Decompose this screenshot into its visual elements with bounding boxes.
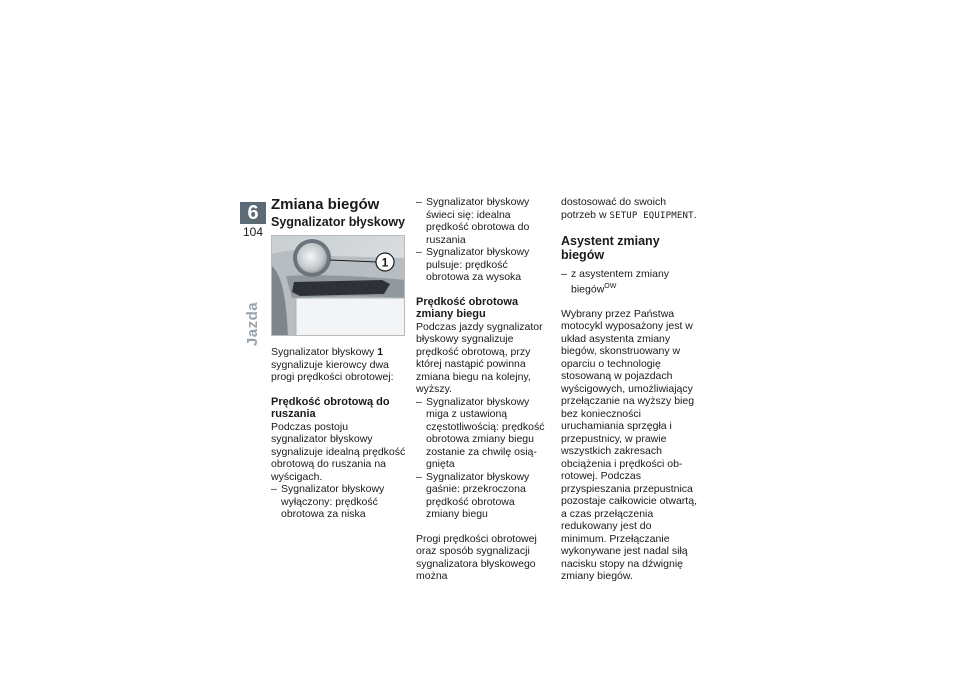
equipment-note-list — [561, 268, 698, 296]
column-1 — [271, 196, 406, 521]
shift-light-lamp — [297, 243, 327, 273]
figure-callout-label: 1 — [381, 255, 389, 270]
launch-rpm-heading: Prędkość obrotową do ruszania — [271, 395, 390, 420]
launch-rpm-list — [271, 483, 406, 521]
list-item: – Sygnalizator błyskowy miga z ustawioną częstotliwością: prędkość obrotowa zmiany biegu zostanie za chwilę osiągnięta — [416, 396, 550, 471]
figure-reference: 1 — [377, 346, 384, 358]
page-number: 104 — [242, 225, 264, 239]
launch-rpm-list-continued — [416, 196, 550, 284]
list-item: – Sygnalizator błyskowy wyłączony: prędkość obrotowa za niska — [271, 483, 406, 521]
settings-paragraph: Progi prędkości obrotowej oraz sposób sygnalizacji sygnalizatora błyskowego można — [416, 532, 537, 582]
subsection-title: Sygnalizator błyskowy — [271, 215, 406, 229]
intro-paragraph: Sygnalizator błyskowy 1 sygnalizuje kierowcy dwa progi prędkości obrotowej: — [271, 346, 394, 383]
list-item: – Sygnalizator błyskowy pulsuje: prędkość obrotowa za wysoka — [416, 246, 550, 284]
chapter-number-tab: 6 — [240, 202, 266, 224]
shift-rpm-heading: Prędkość obrotowa zmiany biegu — [416, 295, 519, 320]
dashboard-illustration — [272, 236, 405, 336]
option-marker: OW — [604, 282, 617, 290]
launch-rpm-paragraph: Podczas postoju sygnalizator błyskowy sygnalizuje idealną prędkość obrotową do ruszania na wyścigach. — [271, 420, 406, 483]
shift-light-figure — [271, 235, 405, 336]
list-item: – Sygnalizator błyskowy świeci się: idealna prędkość obrotowa do ruszania — [416, 196, 550, 246]
chapter-title: Jazda — [244, 301, 261, 347]
list-item: – z asystentem zmiany biegów$^{OW}$ — [561, 268, 698, 296]
list-item: – Sygnalizator błyskowy gaśnie: przekroczona prędkość obrotowa zmiany biegu — [416, 471, 550, 521]
section-title: Zmiana biegów — [271, 196, 380, 213]
menu-reference: SETUP EQUIPMENT — [609, 210, 694, 221]
gearshift-assistant-paragraph: Wybrany przez Państwa motocykl wyposażony jest w układ asystenta zmiany biegów, skonstruowany w oparciu o technologię stosowaną w pojazdach wyścigowych, umożliwiający przełączanie na wyższy bieg bez konieczności uruchamiania sprzęgła i przepustnicy, w prawie wszystkich zakresach obciążenia i prędkości obrotowej. Podczas przyspieszania przepustnica pozostaje całkowicie otwartą, a czas przełączenia redukowany jest do minimum. Przełączanie wykonywane jest nadal siłą nacisku stopy na dźwignię zmiany biegów. — [561, 307, 697, 582]
gearshift-assistant-title: Asystent zmiany biegów — [561, 234, 660, 262]
settings-paragraph-continued: dostosować do swoich potrzeb w SETUP EQUIPMENT. — [561, 196, 697, 221]
shift-rpm-list — [416, 396, 550, 521]
column-2 — [416, 196, 550, 583]
shift-rpm-paragraph: Podczas jazdy sygnalizator błyskowy sygnalizuje prędkość obrotową, przy której nastąpić powinna zmiana biegu na kolejny, wyższy. — [416, 320, 543, 395]
column-3 — [561, 196, 698, 583]
